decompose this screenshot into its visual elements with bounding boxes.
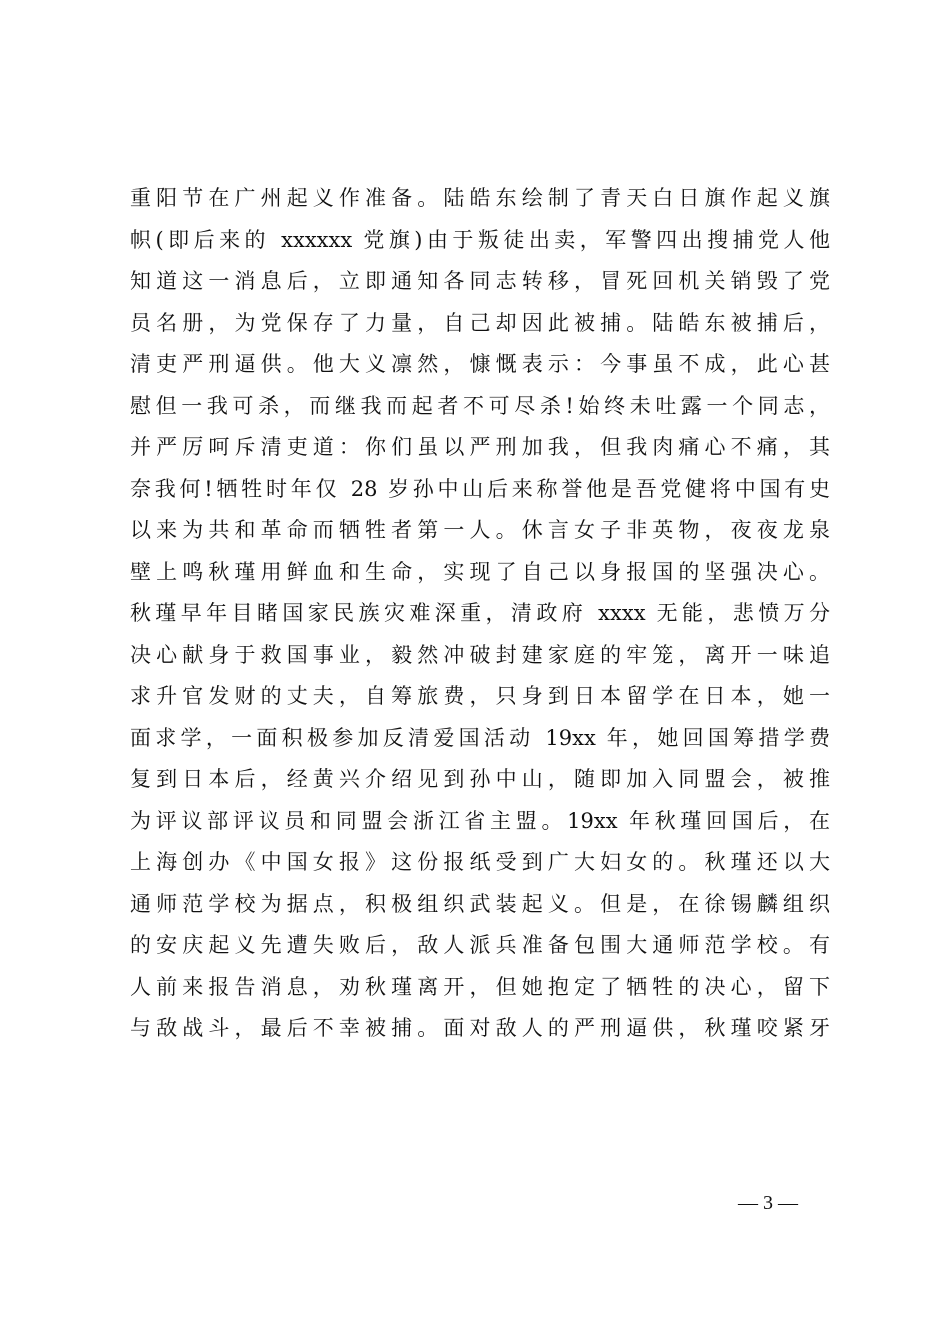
text-line: 的安庆起义先遭失败后，敌人派兵准备包围大通师范学校。有 xyxy=(130,933,830,957)
text-line: 知道这一消息后，立即通知各同志转移，冒死回机关销毁了党 xyxy=(130,269,830,293)
text-line: 为评议部评议员和同盟会浙江省主盟。19xx 年秋瑾回国后，在 xyxy=(130,808,830,833)
text-line: 并严厉呵斥清吏道：你们虽以严刑加我，但我肉痛心不痛，其 xyxy=(130,435,830,459)
text-line: 奈我何!牺牲时年仅 28 岁孙中山后来称誉他是吾党健将中国有史 xyxy=(130,476,830,501)
text-line: 上海创办《中国女报》这份报纸受到广大妇女的。秋瑾还以大 xyxy=(130,850,830,874)
text-line: 清吏严刑逼供。他大义凛然，慷慨表示：今事虽不成，此心甚 xyxy=(130,352,830,376)
text-line: 复到日本后，经黄兴介绍见到孙中山，随即加入同盟会，被推 xyxy=(130,767,830,791)
text-line: 壁上鸣秋瑾用鲜血和生命，实现了自己以身报国的坚强决心。 xyxy=(130,559,830,584)
text-line: 帜(即后来的 xxxxxx 党旗)由于叛徒出卖，军警四出搜捕党人他 xyxy=(130,227,830,252)
text-line: 与敌战斗，最后不幸被捕。面对敌人的严刑逼供，秋瑾咬紧牙 xyxy=(130,1016,830,1040)
text-line: 以来为共和革命而牺牲者第一人。休言女子非英物，夜夜龙泉 xyxy=(130,518,830,542)
text-line: 员名册，为党保存了力量，自己却因此被捕。陆皓东被捕后， xyxy=(130,310,830,335)
text-line: 慰但一我可杀，而继我而起者不可尽杀!始终未吐露一个同志， xyxy=(130,393,830,418)
page-number: — 3 — xyxy=(738,1192,798,1214)
text-line: 求升官发财的丈夫，自筹旅费，只身到日本留学在日本，她一 xyxy=(130,684,830,708)
text-line: 秋瑾早年目睹国家民族灾难深重，清政府 xxxx 无能，悲愤万分 xyxy=(130,601,830,625)
text-line: 面求学，一面积极参加反清爱国活动 19xx 年，她回国筹措学费 xyxy=(130,725,830,750)
body-text xyxy=(130,178,830,1050)
text-line: 决心献身于救国事业，毅然冲破封建家庭的牢笼，离开一味追 xyxy=(130,642,830,667)
text-line: 人前来报告消息，劝秋瑾离开，但她抱定了牺牲的决心，留下 xyxy=(130,974,830,999)
text-line: 通师范学校为据点，积极组织武装起义。但是，在徐锡麟组织 xyxy=(130,891,830,916)
text-line: 重阳节在广州起义作准备。陆皓东绘制了青天白日旗作起义旗 xyxy=(130,186,830,210)
